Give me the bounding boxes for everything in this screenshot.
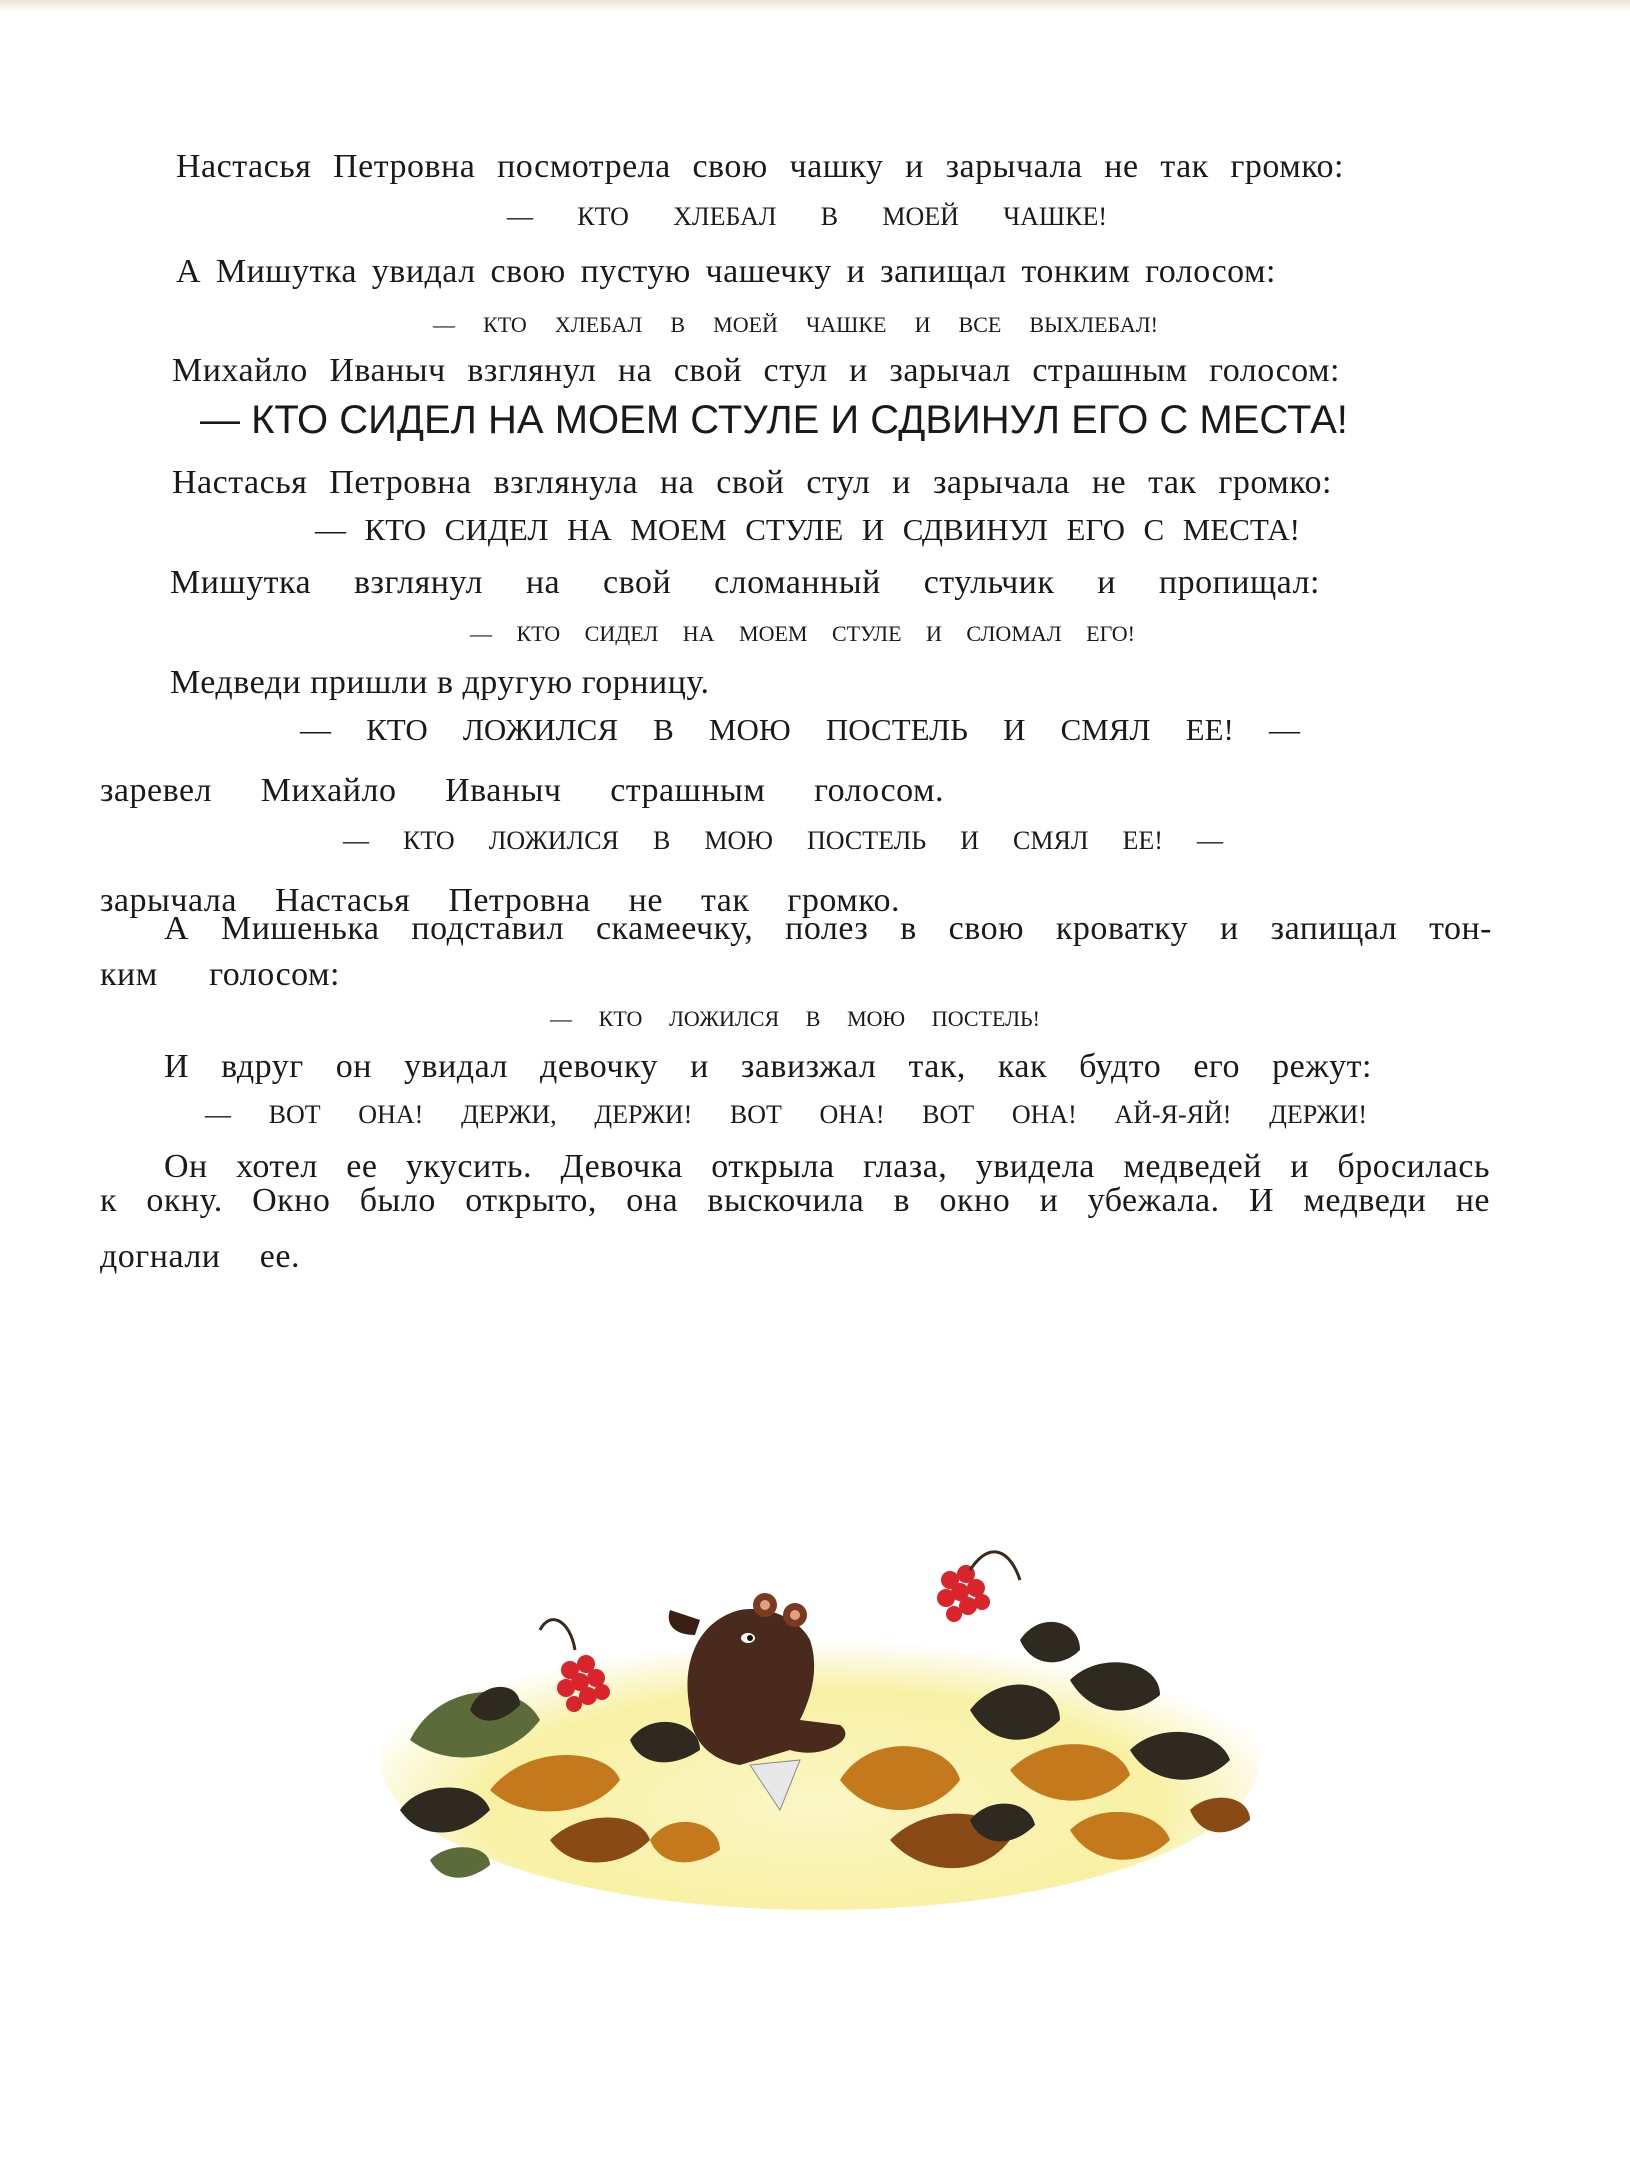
text-line-23: догнали ее. (100, 1238, 300, 1275)
text-line-8: — КТО СИДЕЛ НА МОЕМ СТУЛЕ И СДВИНУЛ ЕГО С МЕСТА! (315, 512, 1300, 547)
text-line-11: Медведи пришли в другую горницу. (170, 664, 710, 701)
text-line-1: Настасья Петровна посмотрела свою чашку и зарычала не так громко: (176, 148, 1344, 185)
text-line-19: И вдруг он увидал девочку и завизжал так, как будто его режут: (164, 1048, 1372, 1085)
text-line-12: — КТО ЛОЖИЛСЯ В МОЮ ПОСТЕЛЬ И СМЯЛ ЕЕ! — (300, 712, 1300, 747)
text-line-5: Михайло Иваныч взглянул на свой стул и зарычал страшным голосом: (172, 352, 1340, 389)
text-line-22: к окну. Окно было открыто, она выскочила в окно и убежала. И медведи не (100, 1182, 1490, 1219)
text-line-17: ким голосом: (100, 956, 340, 993)
text-line-14: — КТО ЛОЖИЛСЯ В МОЮ ПОСТЕЛЬ И СМЯЛ ЕЕ! — (343, 826, 1223, 855)
text-line-3: А Мишутка увидал свою пустую чашечку и запищал тонким голосом: (176, 253, 1276, 290)
text-line-9: Мишутка взглянул на свой сломанный стульчик и пропищал: (170, 564, 1320, 601)
text-line-18: — КТО ЛОЖИЛСЯ В МОЮ ПОСТЕЛЬ! (550, 1006, 1040, 1031)
text-line-21: Он хотел ее укусить. Девочка открыла глаза, увидела медведей и бросилась (164, 1148, 1490, 1185)
text-line-16: А Мишенька подставил скамеечку, полез в свою кроватку и запищал тон- (164, 910, 1492, 947)
text-line-2: — КТО ХЛЕБАЛ В МОЕЙ ЧАШКЕ! (507, 202, 1107, 231)
text-line-13: заревел Михайло Иваныч страшным голосом. (100, 772, 944, 809)
bear-in-leaves-icon (370, 1510, 1270, 1910)
text-line-10: — КТО СИДЕЛ НА МОЕМ СТУЛЕ И СЛОМАЛ ЕГО! (470, 621, 1135, 646)
text-line-4: — КТО ХЛЕБАЛ В МОЕЙ ЧАШКЕ И ВСЕ ВЫХЛЕБАЛ! (433, 312, 1158, 337)
text-line-7: Настасья Петровна взглянула на свой стул и зарычала не так громко: (172, 464, 1332, 501)
text-line-15: зарычала Настасья Петровна не так громко. (100, 882, 900, 919)
text-line-20: — ВОТ ОНА! ДЕРЖИ, ДЕРЖИ! ВОТ ОНА! ВОТ ОНА! АЙ-Я-ЯЙ! ДЕРЖИ! (205, 1100, 1367, 1129)
text-line-6: — КТО СИДЕЛ НА МОЕМ СТУЛЕ И СДВИНУЛ ЕГО С МЕСТА! (200, 398, 1348, 442)
